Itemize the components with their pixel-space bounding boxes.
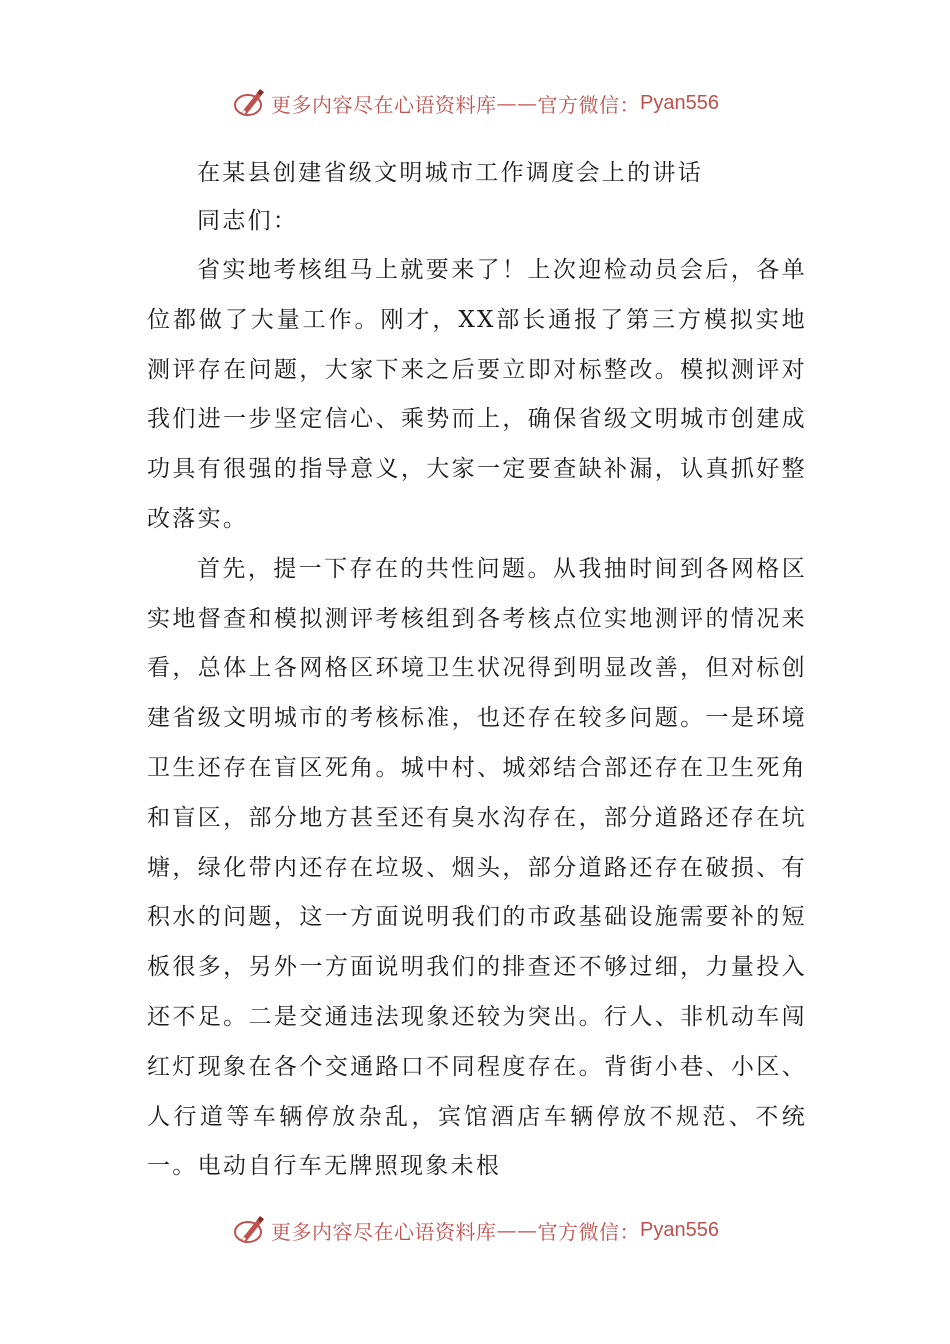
banner-contact-id: Pyan556 — [640, 1218, 719, 1241]
header-banner — [0, 83, 950, 123]
paragraph: 首先，提一下存在的共性问题。从我抽时间到各网格区实地督查和模拟测评考核组到各考核点位实地测评的情况来看，总体上各网格区环境卫生状况得到明显改善，但对标创建省级文明城市的考核标准，也还存在较多问题。一是环境卫生还存在盲区死角。城中村、城郊结合部还存在卫生死角和盲区，部分地方甚至还有臭水沟存在，部分道路还存在坑塘，绿化带内还存在垃圾、烟头，部分道路还存在破损、有积水的问题，这一方面说明我们的市政基础设施需要补的短板很多，另外一方面说明我们的排查还不够过细，力量投入还不足。二是交通违法现象还较为突出。行人、非机动车闯红灯现象在各个交通路口不同程度存在。背街小巷、小区、人行道等车辆停放杂乱，宾馆酒店车辆停放不规范、不统一。电动自行车无牌照现象未根 — [147, 555, 807, 1180]
banner-slogan: 更多内容尽在心语资料库 — [271, 92, 497, 117]
banner-contact-label: 官方微信： — [537, 1219, 641, 1244]
banner-dash: —— — [496, 1218, 538, 1242]
banner-dash: —— — [496, 91, 538, 115]
document-title: 在某县创建省级文明城市工作调度会上的讲话 — [197, 160, 703, 186]
banner-contact-label: 官方微信： — [537, 92, 641, 117]
pen-nib-logo-icon — [231, 85, 267, 121]
banner-contact-id: Pyan556 — [640, 91, 719, 114]
salutation: 同志们： — [197, 208, 299, 234]
document-body — [147, 150, 807, 1192]
paragraph: 省实地考核组马上就要来了！上次迎检动员会后，各单位都做了大量工作。刚才，XX部长通报了第三方模拟实地测评存在问题，大家下来之后要立即对标整改。模拟测评对我们进一步坚定信心、乘势而上，确保省级文明城市创建成功具有很强的指导意义，大家一定要查缺补漏，认真抓好整改落实。 — [147, 257, 807, 532]
footer-banner — [0, 1210, 950, 1250]
banner-slogan: 更多内容尽在心语资料库 — [271, 1219, 497, 1244]
pen-nib-logo-icon — [231, 1212, 267, 1248]
